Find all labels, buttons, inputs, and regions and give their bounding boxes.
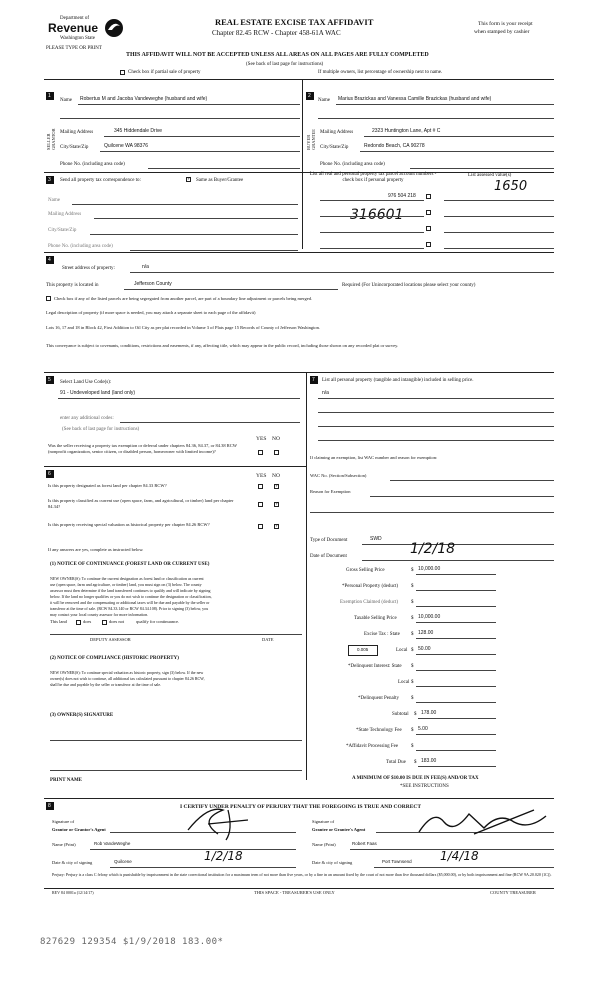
continuance-text	[50, 576, 302, 618]
seller-address: 345 Hiddendale Drive	[114, 128, 163, 134]
subtotal-label: Subtotal	[392, 712, 409, 717]
same-as-buyer-checkbox[interactable]	[186, 177, 191, 182]
legal-label: Legal description of property (if more space is needed, you may attach a separate sheet to each page of the affidavit)	[46, 310, 256, 315]
grantor-date-line	[110, 867, 296, 868]
tax-corr-label: Send all property tax correspondence to:	[60, 178, 141, 183]
print-name-line	[50, 770, 302, 771]
taxable-label: Taxable Selling Price	[354, 616, 397, 621]
land-use-no: NO	[272, 436, 280, 442]
doc-date-label: Date of Document	[310, 554, 347, 559]
taxable-value: 10,000.00	[418, 614, 441, 620]
buyer-side-label: BUYER GRANTEE	[306, 129, 316, 150]
land-use-line	[58, 398, 300, 399]
grantee-name: Robert Faas	[352, 841, 377, 846]
buyer-address: 2323 Huntington Lane, Apt # C	[372, 128, 441, 134]
parcel-line-3	[320, 232, 424, 233]
sec-6-top-left	[44, 466, 306, 467]
treasurer-line	[44, 888, 554, 889]
wac-label: WAC No. (Section/Subsection)	[310, 473, 367, 478]
grantee-city: Port Townsend	[382, 859, 412, 864]
assessed-line-4	[444, 248, 554, 249]
c2-line-1: owner(s) does not wish to continue, all additional tax calculated pursuant to chapter 84.26 RCW,	[50, 676, 205, 681]
does-checkbox[interactable]	[76, 620, 81, 625]
partial-sale-label: Check box if partial sale of property	[128, 70, 201, 75]
does-not-checkbox[interactable]	[102, 620, 107, 625]
c2-line-2: shall be due and payable by the seller or transferor at the time of sale.	[50, 682, 162, 687]
local2-line	[416, 686, 496, 687]
seller-city: Quilcene WA 98376	[104, 143, 149, 149]
exemption-question: Was the seller receiving a property tax exemption or deferral under chapters 84.36, 84.37, or 84.38 RCW (nonprofit organization, senior citizen, or disabled person, homeowner with limited income)?	[48, 443, 237, 454]
warning-text: THIS AFFIDAVIT WILL NOT BE ACCEPTED UNLESS ALL AREAS ON ALL PAGES ARE FULLY COMPLETED	[126, 52, 429, 58]
segregated-checkbox[interactable]	[46, 296, 51, 301]
form-subtitle: Chapter 82.45 RCW - Chapter 458-61A WAC	[212, 29, 341, 37]
pp-line-2	[318, 412, 554, 413]
local-line	[416, 654, 496, 655]
grantee-sig-label-2: Grantee or Grantee's Agent	[312, 827, 366, 832]
seller-address-label: Mailing Address	[60, 130, 94, 135]
gross-dollar: $	[411, 568, 414, 573]
total-due-line	[418, 766, 496, 767]
del-penalty-label: *Delinquent Penalty	[358, 696, 399, 701]
subtotal-value: 178.00	[421, 710, 437, 716]
section-6-marker: 6	[46, 470, 54, 478]
seller-address-line	[104, 136, 300, 137]
agency-state: Washington State	[60, 36, 96, 41]
continuance-title: (1) NOTICE OF CONTINUANCE (FOREST LAND OR CURRENT USE)	[50, 562, 210, 567]
assessed-line-1	[444, 200, 554, 201]
local-label: Local	[396, 648, 408, 653]
personal-deduct-label: *Personal Property (deduct)	[342, 584, 399, 589]
section-5-marker: 5	[46, 376, 54, 384]
dor-logo	[48, 14, 128, 46]
deputy-line	[50, 634, 302, 635]
perjury-notice: Perjury: Perjury is a class C felony which is punishable by imprisonment in the state correctional institution for a maximum term of not more than five years, or by a fine in an amount fixed by the court of not more than five thousand dollars ($5,000.00), or by both imprisonment and fine (RCW 9A.20.020 (1C)).	[52, 872, 552, 877]
excise-line	[416, 638, 496, 639]
affidavit-fee-dollar: $	[411, 744, 414, 749]
reason-line	[370, 496, 554, 497]
personal-line	[416, 590, 496, 591]
assessed-header: List assessed value(s)	[468, 173, 512, 178]
exemption-claim-label: If claiming an exemption, list WAC number and reason for exemption:	[310, 455, 438, 460]
seller-name: Robertus M and Jacoba Vandeweghe (husband and wife)	[80, 96, 208, 102]
local-dollar: $	[411, 648, 414, 653]
located-line	[124, 289, 338, 290]
tax-corr-phone-line	[130, 250, 298, 251]
this-land-label: This land	[50, 619, 67, 624]
grantee-date-line	[374, 867, 554, 868]
required-note: Required (For Unincorporated locations please select your county)	[342, 283, 476, 288]
grantor-city: Quilcene	[114, 859, 132, 864]
doc-type-line	[362, 544, 554, 545]
form-number: REV 84 0001a (12/14/17)	[52, 890, 94, 895]
deputy-date-label: DATE	[262, 637, 274, 642]
seller-name-label: Name	[60, 98, 72, 103]
section-3-marker: 3	[46, 176, 54, 184]
personal-dollar: $	[411, 584, 414, 589]
exemption-deduct-label: Exemption Claimed (deduct)	[340, 600, 399, 605]
grantee-date: 1/4/18	[440, 849, 479, 863]
grantee-signature	[414, 804, 554, 840]
pp-line-4	[318, 440, 554, 441]
c1-line-1: use (open space, farm and agriculture, or timber) land, you must sign on (3) below. The county	[50, 582, 202, 587]
c1-line-0: NEW OWNER(S): To continue the current designation as forest land or classification as current	[50, 576, 204, 581]
seller-name-line	[78, 104, 300, 105]
treasurer-space: THIS SPACE - TREASURER'S USE ONLY	[254, 890, 335, 895]
buyer-address-line	[364, 136, 554, 137]
personal-property-label: List all personal property (tangible and intangible) included in selling price.	[322, 378, 474, 383]
multiple-owners-note: If multiple owners, list percentage of ownership next to name.	[318, 70, 443, 75]
parcel-line-1	[320, 200, 424, 201]
doc-type-label: Type of Document	[310, 538, 348, 543]
grantee-name-label: Name (Print)	[312, 842, 336, 847]
assessed-line-3	[444, 232, 554, 233]
receipt-note-1: This form is your receipt	[478, 21, 533, 27]
grantor-date: 1/2/18	[204, 849, 243, 863]
tax-corr-city-label: City/State/Zip	[48, 228, 77, 233]
deputy-assessor-label: DEPUTY ASSESSOR	[90, 637, 131, 642]
if-yes-note: If any answers are yes, complete as instructed below.	[48, 547, 144, 552]
additional-codes-label: enter any additional codes:	[60, 416, 114, 421]
compliance-text	[50, 670, 302, 688]
personal-property-value: n/a	[322, 390, 329, 396]
doc-date-value: 1/2/18	[410, 541, 456, 557]
buyer-city-label: City/State/Zip	[320, 145, 349, 150]
doc-type-value: SWD	[370, 536, 382, 542]
dor-swoosh-icon	[104, 18, 124, 38]
grantor-signature	[178, 800, 268, 844]
grantor-date-city-label: Date & city of signing	[52, 860, 93, 865]
seller-phone-label: Phone No. (including area code)	[60, 162, 125, 167]
affidavit-fee-line	[416, 750, 496, 751]
sec6-no: NO	[272, 473, 280, 479]
does-label: does	[83, 619, 92, 624]
exemption-no-checkbox[interactable]	[274, 450, 279, 455]
tech-fee-label: *State Technology Fee	[356, 728, 402, 733]
grantor-sig-label-2: Grantor or Grantor's Agent	[52, 827, 106, 832]
doc-date-line	[362, 560, 554, 561]
total-due-value: 183.00	[421, 758, 437, 764]
seller-city-line	[100, 151, 300, 152]
section-8-marker: 8	[46, 802, 54, 810]
print-name-label: PRINT NAME	[50, 778, 82, 783]
county-treasurer: COUNTY TREASURER	[490, 890, 536, 895]
parcel-line-4	[320, 248, 424, 249]
c1-line-4: it will be removed and the compensating or additional taxes will be due and payable by the seller or	[50, 600, 210, 605]
section-5-top	[44, 372, 554, 373]
seller-side-label: SELLER GRANTOR	[46, 128, 56, 150]
historic-question: Is this property receiving special valuation as historical property per chapter 84.26 RCW?	[48, 522, 210, 527]
land-use-label: Select Land Use Code(s):	[60, 380, 112, 385]
del-interest-line	[416, 670, 496, 671]
gross-label: Gross Selling Price	[346, 568, 385, 573]
affidavit-fee-label: *Affidavit Processing Fee	[346, 744, 399, 749]
land-use-yes: YES	[256, 436, 267, 442]
del-penalty-line	[416, 702, 496, 703]
seller-name-line-2	[60, 118, 300, 119]
tech-fee-value: 5.00	[418, 726, 428, 732]
grantor-sig-label-1: Signature of	[52, 819, 75, 824]
tax-corr-address-line	[94, 218, 298, 219]
frame-top	[44, 79, 554, 80]
buyer-name: Marius Brazickas and Vanessa Camille Brazickas (husband and wife)	[338, 96, 492, 102]
subtotal-line	[418, 718, 496, 719]
see-instructions: *SEE INSTRUCTIONS	[400, 784, 449, 789]
see-back-instructions: (See back of last page for instructions)	[246, 62, 324, 67]
section-4-marker: 4	[46, 256, 54, 264]
del-penalty-dollar: $	[411, 696, 414, 701]
tax-corr-phone-label: Phone No. (including area code)	[48, 244, 113, 249]
buyer-phone-label: Phone No. (including area code)	[320, 162, 385, 167]
parcel-2-checkbox[interactable]	[426, 210, 431, 215]
exemption-yes-checkbox[interactable]	[258, 450, 263, 455]
local-rate: 0.005	[357, 647, 369, 652]
tax-corr-name-label: Name	[48, 198, 60, 203]
additional-codes-line	[120, 422, 300, 423]
gross-line	[416, 574, 496, 575]
reason-line-2	[310, 512, 554, 513]
legal-description: Lots 16, 17 and 18 in Block 42, First Addition to Oil City as per plat recorded in Volume 3 of Plats page 15 Records of County of Jefferson Washington.	[46, 325, 321, 330]
tax-corr-city-line	[90, 234, 298, 235]
grantor-name: Rob VandeWeghe	[94, 841, 131, 846]
parcel-line-2	[320, 216, 424, 217]
local-rate-box	[348, 645, 378, 656]
pp-line-1	[318, 398, 554, 399]
tech-fee-line	[416, 734, 496, 735]
buyer-city-line	[360, 151, 554, 152]
forest-yes-checkbox[interactable]	[258, 484, 263, 489]
grantor-name-label: Name (Print)	[52, 842, 76, 847]
assessed-line-2	[444, 216, 554, 217]
current-use-no-checkbox[interactable]	[274, 502, 279, 507]
section-1-marker: 1	[46, 92, 54, 100]
agency-small: Department of	[60, 16, 90, 21]
subtotal-dollar: $	[414, 712, 417, 717]
forest-question: Is this property designated as forest land per chapter 84.33 RCW?	[48, 483, 167, 488]
please-print: PLEASE TYPE OR PRINT	[46, 46, 102, 51]
local-value: 50.00	[418, 646, 431, 652]
same-as-buyer-label: Same as Buyer/Grantee	[196, 178, 244, 183]
compliance-title: (2) NOTICE OF COMPLIANCE (HISTORIC PROPERTY)	[50, 656, 179, 661]
c1-line-2: assessor must then determine if the land transferred continues to qualify and will indicate by signing	[50, 588, 211, 593]
exemption-dollar: $	[411, 600, 414, 605]
land-use-see-back: (See back of last page for instructions)	[62, 427, 140, 432]
current-use-question: Is this property classified as current use (open space, farm, and agricultural, or timber) land per chapter 84.34?	[48, 498, 234, 509]
reason-label: Reason for Exemption	[310, 489, 351, 494]
local2-dollar: $	[411, 680, 414, 685]
parcel-header: List all real and personal property tax parcel account numbers - check box if personal property	[309, 172, 437, 183]
parcel-number-handwritten: 316601	[350, 207, 404, 223]
does-not-label: does not	[109, 619, 125, 624]
grantee-sig-label-1: Signature of	[312, 819, 335, 824]
qualify-label: qualify for continuance.	[136, 619, 180, 624]
tax-corr-address-label: Mailing Address	[48, 212, 82, 217]
parcel-3-checkbox[interactable]	[426, 226, 431, 231]
c1-line-6: may contact your local county assessor for more information.	[50, 612, 149, 617]
buyer-address-label: Mailing Address	[320, 130, 354, 135]
form-title: REAL ESTATE EXCISE TAX AFFIDAVIT	[215, 17, 374, 27]
receipt-stamp: 827629 129354 $1/9/2018 183.00*	[40, 937, 224, 947]
owner-sig-line	[50, 740, 302, 741]
c1-line-5: transferor at the time of sale. (RCW 84.33.140 or RCW 84.34.108). Prior to signing (3) below, you	[50, 606, 209, 611]
buyer-name-label: Name	[318, 98, 330, 103]
excise-state-value: 128.00	[418, 630, 434, 636]
gross-value: 10,000.00	[418, 566, 441, 572]
located-value: Jefferson County	[134, 281, 172, 287]
wac-line	[390, 480, 554, 481]
total-due-dollar: $	[414, 760, 417, 765]
sec6-yes: YES	[256, 473, 267, 479]
historic-no-checkbox[interactable]	[274, 524, 279, 529]
buyer-name-line	[336, 104, 554, 105]
street-line	[130, 272, 554, 273]
located-label: This property is located in	[46, 283, 99, 288]
section-4-top	[44, 252, 554, 253]
receipt-note-2: when stamped by cashier	[474, 29, 530, 35]
pp-line-3	[318, 426, 554, 427]
land-use-code: 91 - Undeveloped land (land only)	[60, 390, 136, 396]
parcel-4-checkbox[interactable]	[426, 242, 431, 247]
certify-title: I CERTIFY UNDER PENALTY OF PERJURY THAT THE FOREGOING IS TRUE AND CORRECT	[180, 804, 422, 810]
section-8-top	[44, 798, 554, 799]
del-interest-label: *Delinquent Interest: State	[348, 664, 402, 669]
tax-corr-name-line	[72, 204, 298, 205]
taxable-dollar: $	[411, 616, 414, 621]
excise-dollar: $	[411, 632, 414, 637]
c2-line-0: NEW OWNER(S): To continue special valuation as historic property, sign (3) below. If the new	[50, 670, 204, 675]
buyer-name-line-2	[318, 118, 554, 119]
partial-sale-checkbox[interactable]	[120, 70, 125, 75]
local2-label: Local	[398, 680, 410, 685]
grantor-name-line	[90, 849, 296, 850]
parcel-1-checkbox[interactable]	[426, 194, 431, 199]
owner-signature-title: (3) OWNER(S) SIGNATURE	[50, 713, 114, 718]
seller-city-label: City/State/Zip	[60, 145, 89, 150]
historic-yes-checkbox[interactable]	[258, 524, 263, 529]
seller-phone-line	[148, 168, 300, 169]
buyer-city: Redondo Beach, CA 90278	[364, 143, 425, 149]
minimum-fee-note: A MINIMUM OF $10.00 IS DUE IN FEE(S) AND/OR TAX	[352, 776, 479, 781]
assessed-value-handwritten: 1650	[494, 179, 528, 194]
buyer-phone-line	[410, 168, 554, 169]
street-label: Street address of property:	[62, 266, 115, 271]
current-use-yes-checkbox[interactable]	[258, 502, 263, 507]
parcel-number-1: 976 504 218	[388, 193, 416, 199]
conveyance-note: This conveyance is subject to covenants, conditions, restrictions and easements, if any, affecting title, which may appear in the public record, including those shown on any recorded plat or survey.	[46, 343, 399, 348]
c1-line-3: below. If the land no longer qualifies or you do not wish to continue the designation or classification,	[50, 594, 212, 599]
section-2-marker: 2	[306, 92, 314, 100]
agency-big: Revenue	[48, 21, 99, 35]
grantee-date-city-label: Date & city of signing	[312, 860, 353, 865]
segregated-label: Check box if any of the listed parcels are being segregated from another parcel, are part of a boundary line adjustment or parcels being merged.	[54, 296, 313, 301]
street-value: n/a	[142, 264, 149, 270]
frame-middle	[302, 79, 303, 249]
del-interest-dollar: $	[411, 664, 414, 669]
section-7-marker: 7	[310, 376, 318, 384]
tech-fee-dollar: $	[411, 728, 414, 733]
taxable-line	[416, 622, 496, 623]
excise-label: Excise Tax : State	[364, 632, 400, 637]
forest-no-checkbox[interactable]	[274, 484, 279, 489]
total-due-label: Total Due	[386, 760, 406, 765]
exemption-line	[416, 606, 496, 607]
lower-divider	[306, 372, 307, 780]
